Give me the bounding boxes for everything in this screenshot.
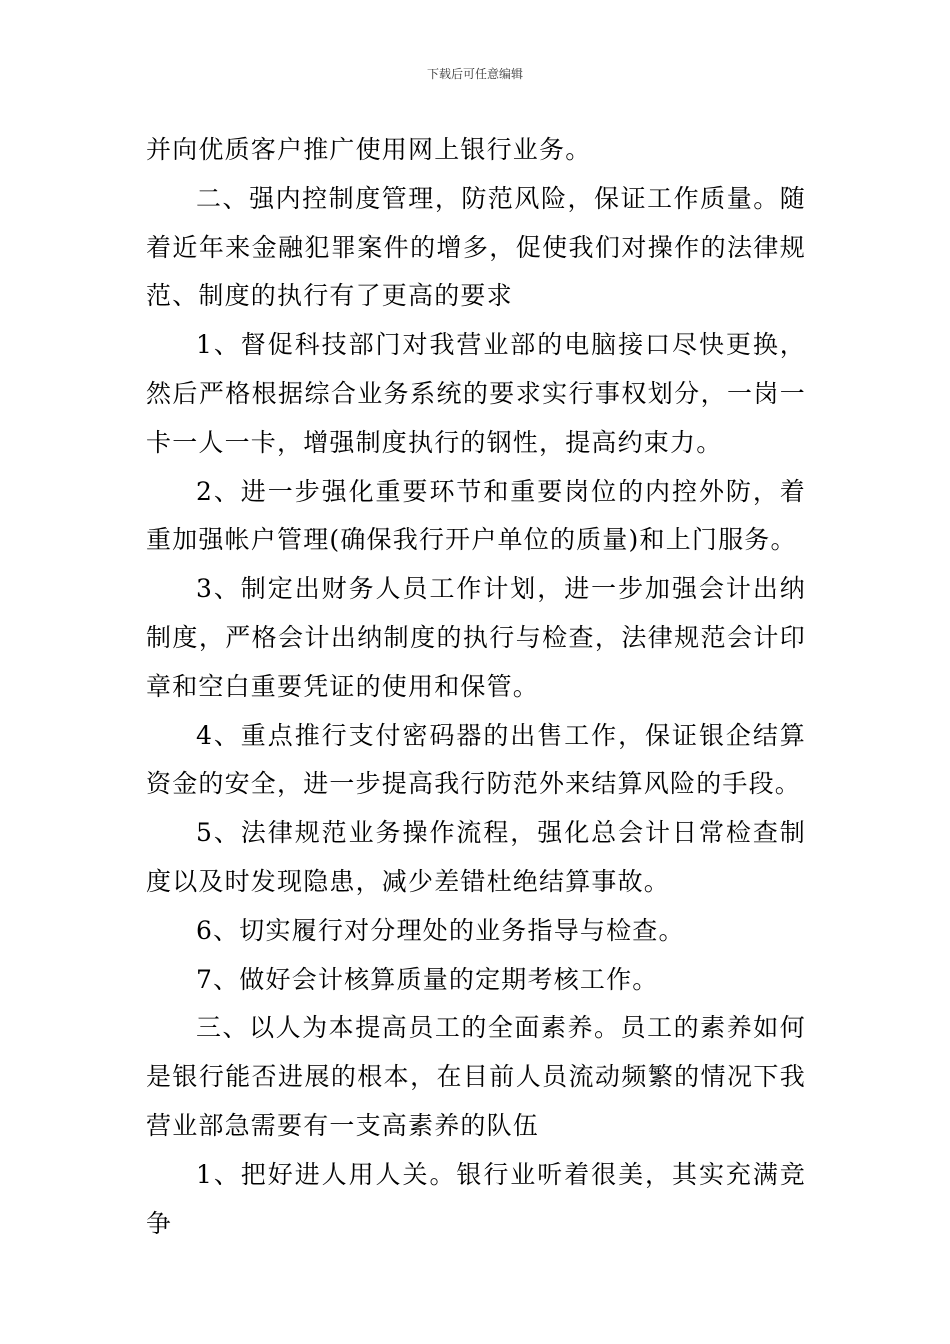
document-body	[146, 126, 806, 1248]
paragraph: 5、法律规范业务操作流程，强化总会计日常检查制度以及时发现隐患，减少差错杜绝结算事故。	[146, 818, 806, 896]
paragraph: 6、切实履行对分理处的业务指导与检查。	[196, 915, 685, 945]
paragraph: 1、把好进人用人关。银行业听着很美，其实充满竞争	[146, 1159, 806, 1238]
paragraph: 三、以人为本提高员工的全面素养。员工的素养如何是银行能否进展的根本，在目前人员流动频繁的情况下我营业部急需要有一支高素养的队伍	[146, 1013, 806, 1140]
page-header-note: 下载后可任意编辑	[426, 67, 523, 81]
paragraph: 3、制定出财务人员工作计划，进一步加强会计出纳制度，严格会计出纳制度的执行与检查，法律规范会计印章和空白重要凭证的使用和保管。	[146, 574, 806, 701]
paragraph: 1、督促科技部门对我营业部的电脑接口尽快更换，然后严格根据综合业务系统的要求实行事权划分，一岗一卡一人一卡，增强制度执行的钢性，提高约束力。	[146, 330, 806, 457]
paragraph: 2、进一步强化重要环节和重要岗位的内控外防，着重加强帐户管理(确保我行开户单位的质量)和上门服务。	[146, 476, 806, 555]
paragraph: 并向优质客户推广使用网上银行业务。	[146, 135, 592, 164]
paragraph: 4、重点推行支付密码器的出售工作，保证银企结算资金的安全，进一步提高我行防范外来结算风险的手段。	[146, 720, 806, 799]
paragraph: 7、做好会计核算质量的定期考核工作。	[196, 964, 659, 994]
paragraph: 二、强内控制度管理，防范风险，保证工作质量。随着近年来金融犯罪案件的增多，促使我们对操作的法律规范、制度的执行有了更高的要求	[146, 183, 806, 311]
